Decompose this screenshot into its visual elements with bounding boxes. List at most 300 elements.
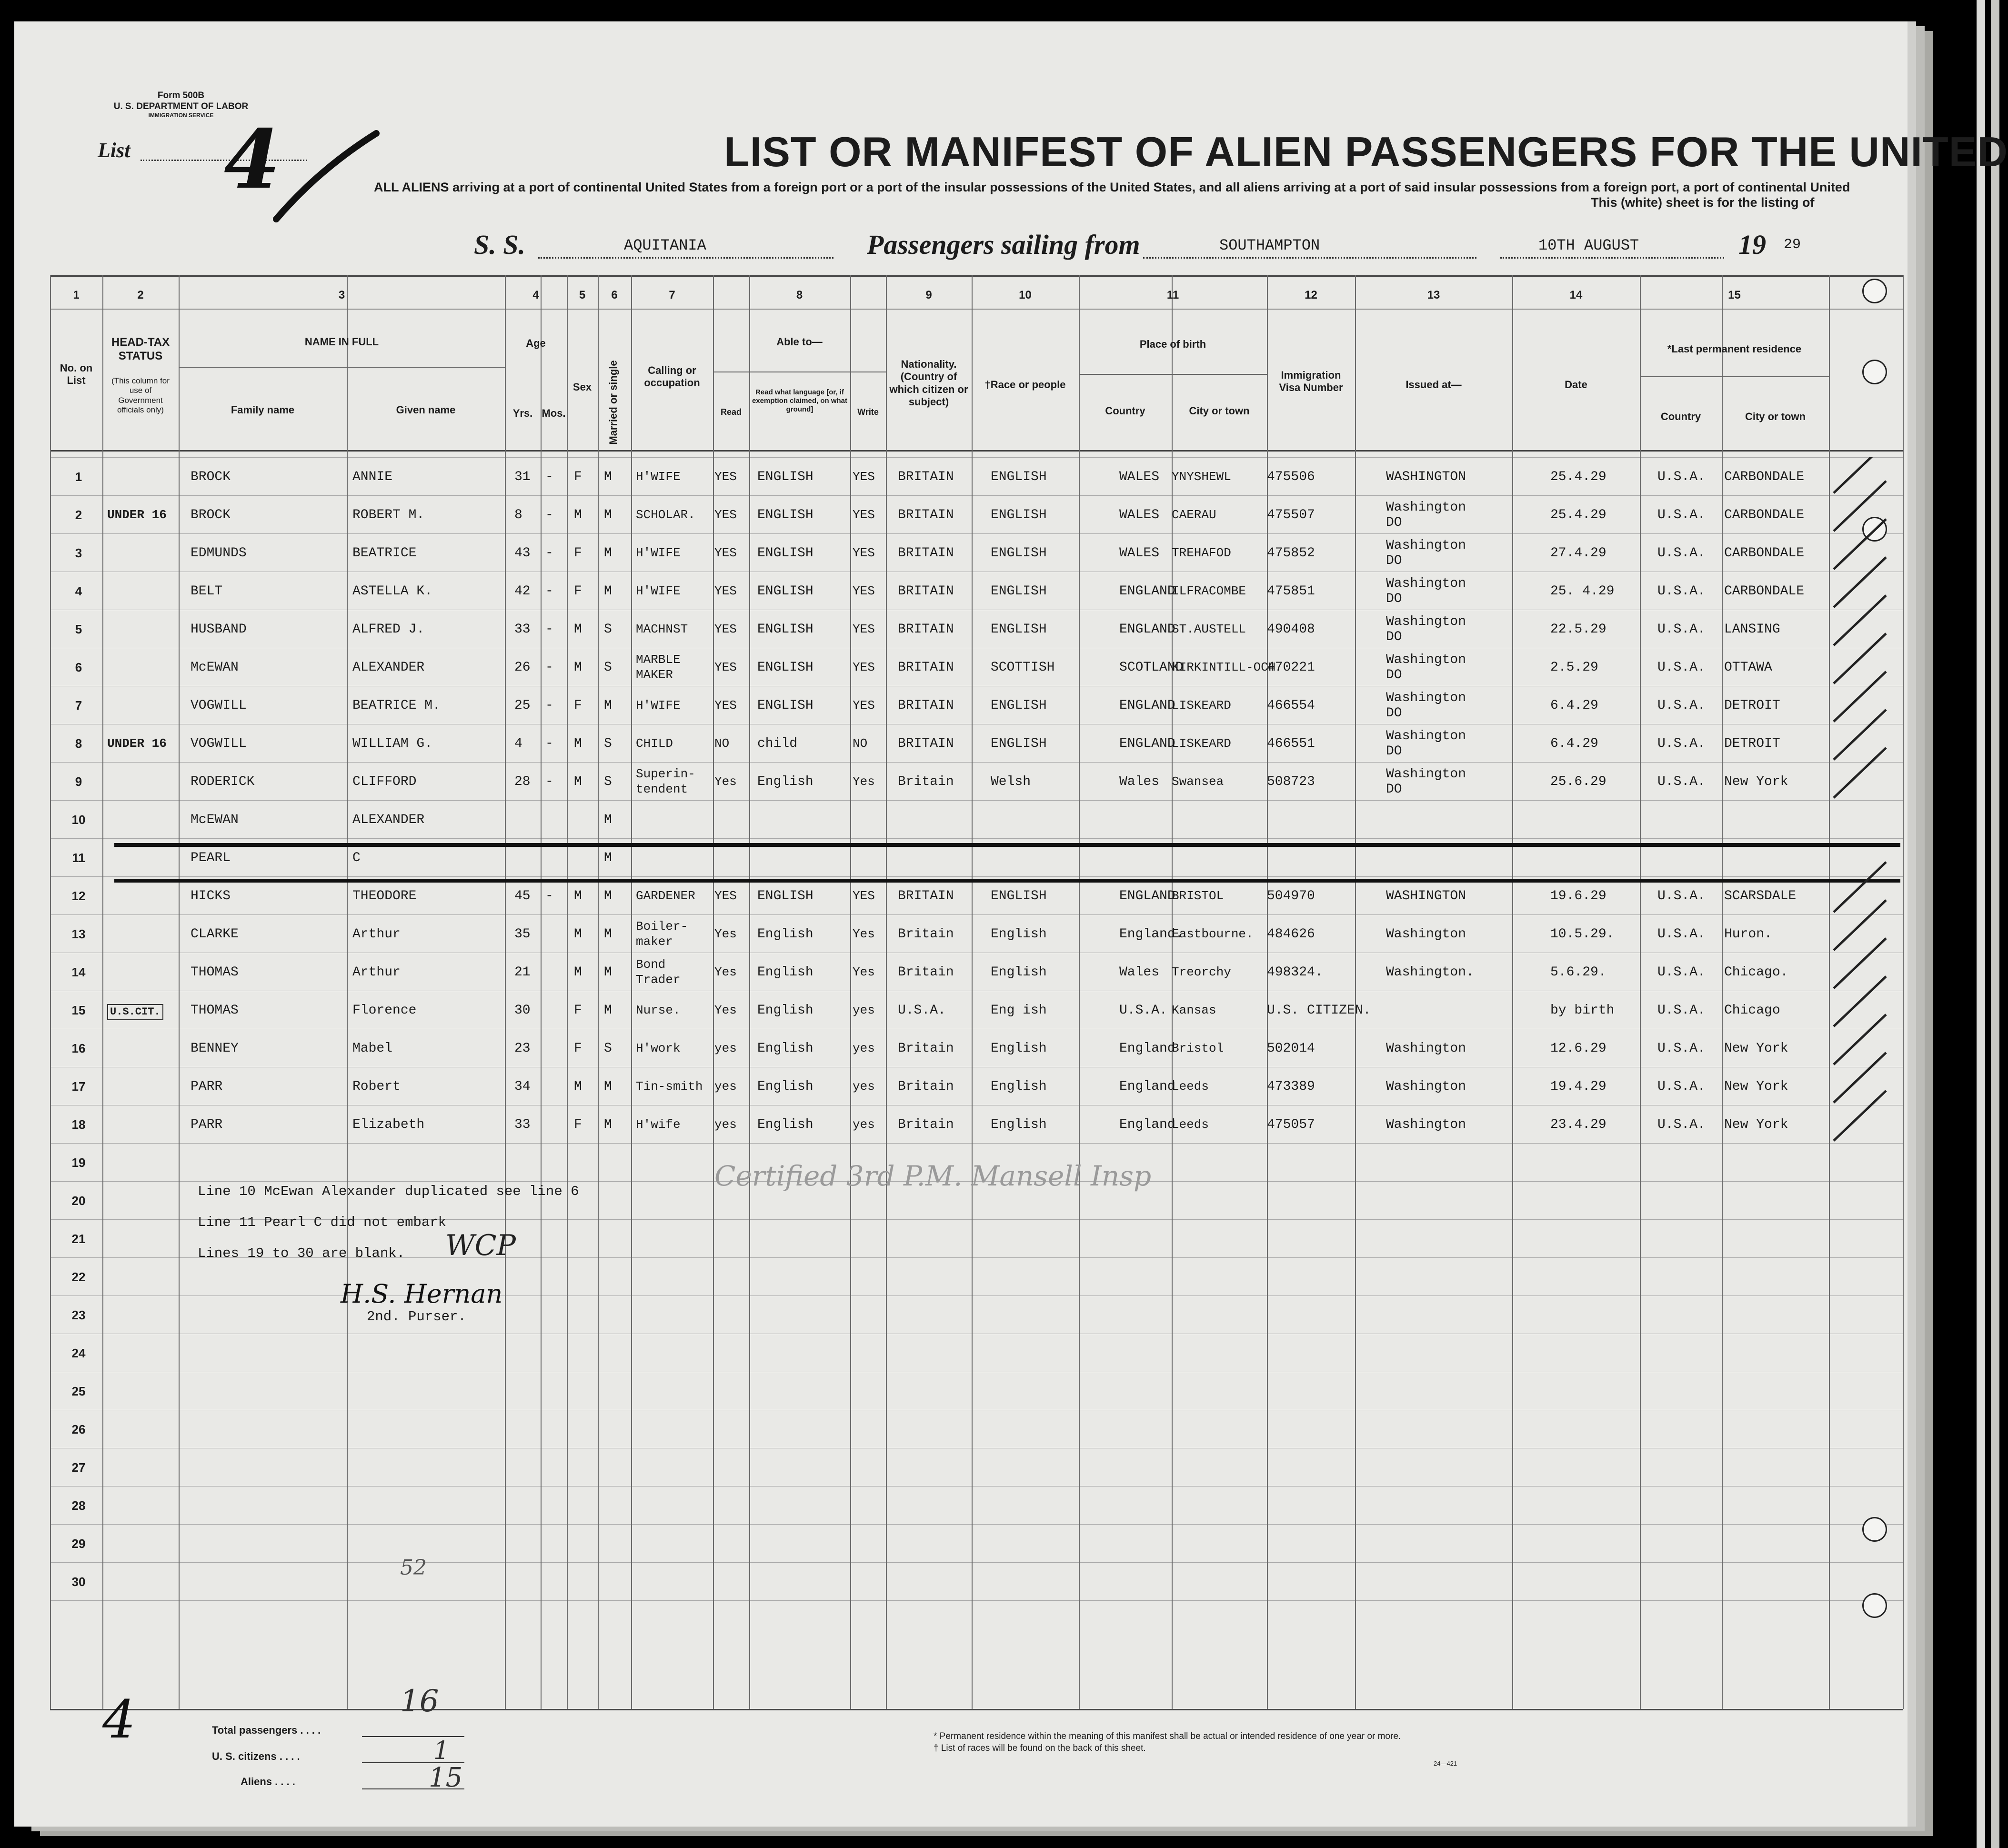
cell-issued: Washington xyxy=(1386,927,1466,942)
cell-nat: BRITAIN xyxy=(898,470,954,484)
header-able-to: Able to— xyxy=(776,336,823,348)
row-number: 6 xyxy=(75,660,82,674)
cell-write: Yes xyxy=(853,927,875,941)
tick-mark xyxy=(1834,481,1886,531)
header-read-language: Read what language [or, if exemption claimed, on what ground] xyxy=(752,388,848,413)
subtitle-line-2: This (white) sheet is for the listing of xyxy=(1591,195,1815,210)
cell-given: CLIFFORD xyxy=(352,774,417,789)
cell-sex: F xyxy=(574,470,582,484)
cell-nat: Britain xyxy=(898,927,954,942)
cell-country: U.S.A. xyxy=(1119,1003,1167,1018)
cell-given: Arthur xyxy=(352,927,401,942)
cell-write: NO xyxy=(853,736,868,751)
cell-write: Yes xyxy=(853,965,875,979)
cell-rcountry: U.S.A. xyxy=(1657,698,1706,713)
row-rule xyxy=(50,1562,1903,1563)
row-rule xyxy=(50,457,1903,458)
row-number: 24 xyxy=(71,1346,86,1360)
aliens-label: Aliens . . . . xyxy=(241,1776,295,1788)
cell-family: THOMAS xyxy=(191,1003,239,1018)
cell-visa: 475506 xyxy=(1267,470,1315,484)
col-number: 8 xyxy=(796,289,803,301)
cell-rcountry: U.S.A. xyxy=(1657,774,1706,789)
cell-sex: M xyxy=(574,889,582,904)
cell-read: YES xyxy=(714,889,737,903)
page-edge xyxy=(1991,0,1999,1848)
cell-date: 12.6.29 xyxy=(1550,1041,1606,1056)
cell-city: Leeds xyxy=(1172,1079,1209,1094)
header-family-name: Family name xyxy=(231,404,295,416)
cell-rcity: OTTAWA xyxy=(1724,660,1772,675)
col-rule xyxy=(179,275,180,1709)
cell-sex: F xyxy=(574,698,582,713)
cell-write: yes xyxy=(853,1003,875,1017)
cell-occ: Nurse. xyxy=(636,1003,681,1017)
cell-country: ENGLAND xyxy=(1119,889,1175,904)
cell-country: Wales xyxy=(1119,774,1160,789)
cell-ms: M xyxy=(604,546,612,561)
header-nationality: Nationality. (Country of which citizen or subject) xyxy=(889,358,968,408)
cell-sex: F xyxy=(574,1003,582,1018)
cell-sex: M xyxy=(574,1079,582,1094)
cell-given: ALEXANDER xyxy=(352,813,425,827)
cell-city: Treorchy xyxy=(1172,965,1231,979)
header-visa-number: Immigration Visa Number xyxy=(1279,369,1343,394)
cell-race: English xyxy=(991,1117,1047,1132)
cell-country: ENGLAND xyxy=(1119,736,1175,751)
col-rule xyxy=(598,275,599,1709)
row-rule xyxy=(50,838,1903,839)
tick-mark xyxy=(1834,710,1886,760)
header-res-country: Country xyxy=(1660,411,1701,422)
cell-given: ASTELLA K. xyxy=(352,584,433,599)
cell-date: 19.4.29 xyxy=(1550,1079,1606,1094)
cell-date: 23.4.29 xyxy=(1550,1117,1606,1132)
cell-yrs: 8 xyxy=(514,508,522,522)
row-number: 2 xyxy=(75,508,82,522)
cell-lang: English xyxy=(757,927,813,942)
cell-nat: Britain xyxy=(898,1079,954,1094)
cell-ms: M xyxy=(604,1079,612,1094)
cell-city: BRISTOL xyxy=(1172,889,1224,903)
cell-date: by birth xyxy=(1550,1003,1615,1018)
col-rule xyxy=(850,275,851,1709)
cell-issued: Washington xyxy=(1386,500,1466,515)
cell-occ: Bond xyxy=(636,957,666,972)
row-number: 20 xyxy=(71,1194,86,1208)
tick-mark xyxy=(1834,633,1886,683)
cell-read: Yes xyxy=(714,965,737,979)
cell-write: yes xyxy=(853,1041,875,1055)
cell-rcountry: U.S.A. xyxy=(1657,889,1706,904)
header-last-residence: *Last permanent residence xyxy=(1667,343,1802,355)
row-number: 28 xyxy=(71,1498,86,1513)
cell-rcountry: U.S.A. xyxy=(1657,508,1706,522)
tick-mark xyxy=(1834,900,1886,950)
row-number: 25 xyxy=(71,1384,86,1398)
cell-occ: SCHOLAR. xyxy=(636,508,695,522)
col-number: 13 xyxy=(1427,289,1440,301)
cell-issued-line2: DO xyxy=(1386,668,1402,683)
col-rule xyxy=(347,275,348,1709)
year-suffix: 29 xyxy=(1784,237,1801,253)
cell-visa: 475507 xyxy=(1267,508,1315,522)
cell-rcity: SCARSDALE xyxy=(1724,889,1797,904)
service-name: IMMIGRATION SERVICE xyxy=(148,112,214,119)
cell-city: Kansas xyxy=(1172,1003,1216,1017)
header-res-city: City or town xyxy=(1745,411,1806,422)
date-underline xyxy=(1500,257,1724,259)
col-rule xyxy=(1640,275,1641,1709)
cell-family: McEWAN xyxy=(191,660,239,675)
cell-ms: M xyxy=(604,470,612,484)
binder-hole xyxy=(1862,279,1887,303)
cell-yrs: 42 xyxy=(514,584,531,599)
col-rule xyxy=(567,275,568,1709)
cell-write: YES xyxy=(853,698,875,713)
cell-family: VOGWILL xyxy=(191,698,247,713)
row-number: 21 xyxy=(71,1232,86,1246)
cell-date: 6.4.29 xyxy=(1550,736,1598,751)
header-bottom-border xyxy=(50,450,1903,452)
row-rule xyxy=(50,1524,1903,1525)
cell-yrs: 31 xyxy=(514,470,531,484)
cell-read: YES xyxy=(714,470,737,484)
cell-visa: 466551 xyxy=(1267,736,1315,751)
col-rule xyxy=(505,275,506,1709)
cell-tax: UNDER 16 xyxy=(107,508,167,522)
citizens-value: 1 xyxy=(433,1737,450,1765)
cell-country: England xyxy=(1119,1117,1175,1132)
cell-rcity: LANSING xyxy=(1724,622,1780,637)
cell-sex: M xyxy=(574,774,582,789)
cell-given: ALEXANDER xyxy=(352,660,425,675)
cell-visa: 498324. xyxy=(1267,965,1323,980)
cell-city: KIRKINTILL-OCH xyxy=(1172,660,1276,674)
tick-mark xyxy=(1834,748,1886,798)
col-number: 12 xyxy=(1305,289,1317,301)
cell-rcountry: U.S.A. xyxy=(1657,927,1706,942)
header-write: Write xyxy=(857,407,879,417)
cell-family: BELT xyxy=(191,584,223,599)
cell-write: Yes xyxy=(853,774,875,789)
cell-date: 19.6.29 xyxy=(1550,889,1606,904)
cell-mos: - xyxy=(545,584,553,599)
cell-rcity: Huron. xyxy=(1724,927,1772,942)
cell-family: HUSBAND xyxy=(191,622,247,637)
cell-ms: M xyxy=(604,813,612,827)
cell-race: Welsh xyxy=(991,774,1031,789)
cell-issued-line2: DO xyxy=(1386,706,1402,721)
header-months: Mos. xyxy=(542,407,566,419)
row-number: 5 xyxy=(75,622,82,636)
cell-given: C xyxy=(352,851,361,865)
col-rule xyxy=(1172,275,1173,1709)
cell-issued: Washington xyxy=(1386,1117,1466,1132)
cell-occ: H'work xyxy=(636,1041,681,1055)
cell-family: CLARKE xyxy=(191,927,239,942)
row-rule xyxy=(50,914,1903,915)
cell-race: ENGLISH xyxy=(991,889,1047,904)
cell-visa: 504970 xyxy=(1267,889,1315,904)
cell-rcity: DETROIT xyxy=(1724,698,1780,713)
header-no-on-list: No. on List xyxy=(60,362,93,387)
cell-ms: M xyxy=(604,1117,612,1132)
cell-yrs: 45 xyxy=(514,889,531,904)
cell-read: YES xyxy=(714,698,737,713)
cell-city: TREHAFOD xyxy=(1172,546,1231,560)
row-number: 22 xyxy=(71,1270,86,1284)
col-rule xyxy=(886,275,887,1709)
cell-issued: Washington xyxy=(1386,691,1466,705)
header-head-tax: HEAD-TAX STATUS xyxy=(111,336,170,362)
cell-yrs: 26 xyxy=(514,660,531,675)
row-11-strike xyxy=(114,879,1900,883)
cell-yrs: 30 xyxy=(514,1003,531,1018)
cell-country: WALES xyxy=(1119,546,1160,561)
cell-write: yes xyxy=(853,1079,875,1094)
cell-issued-line2: DO xyxy=(1386,515,1402,530)
cell-mos: - xyxy=(545,736,553,751)
col-number: 14 xyxy=(1569,289,1583,301)
tick-mark xyxy=(1834,557,1886,607)
cell-lang: ENGLISH xyxy=(757,889,813,904)
cell-occ-line2: tendent xyxy=(636,782,688,796)
header-sex: Sex xyxy=(572,381,592,393)
cell-yrs: 34 xyxy=(514,1079,531,1094)
cell-rcountry: U.S.A. xyxy=(1657,1079,1706,1094)
cell-write: YES xyxy=(853,546,875,560)
cell-nat: Britain xyxy=(898,1041,954,1056)
cell-family: RODERICK xyxy=(191,774,255,789)
cell-rcity: New York xyxy=(1724,1041,1788,1056)
cell-city: Bristol xyxy=(1172,1041,1224,1055)
cell-mos: - xyxy=(545,660,553,675)
cell-date: 6.4.29 xyxy=(1550,698,1598,713)
cell-given: Arthur xyxy=(352,965,401,980)
cell-yrs: 21 xyxy=(514,965,531,980)
cell-nat: BRITAIN xyxy=(898,508,954,522)
col-rule xyxy=(1267,275,1268,1709)
cell-lang: ENGLISH xyxy=(757,470,813,484)
cell-rcountry: U.S.A. xyxy=(1657,1117,1706,1132)
cell-yrs: 25 xyxy=(514,698,531,713)
cell-visa: 473389 xyxy=(1267,1079,1315,1094)
cell-ms: M xyxy=(604,584,612,599)
row-number: 4 xyxy=(75,584,82,598)
name-subrule xyxy=(179,367,505,368)
col-rule xyxy=(749,275,750,1709)
footnote-races: † List of races will be found on the back of this sheet. xyxy=(934,1743,1146,1753)
ss-label: S. S. xyxy=(474,229,526,260)
cell-sex: M xyxy=(574,622,582,637)
cell-occ: H'wife xyxy=(636,1117,681,1132)
cell-occ-line2: MAKER xyxy=(636,668,673,682)
cell-family: McEWAN xyxy=(191,813,239,827)
cell-race: ENGLISH xyxy=(991,736,1047,751)
cell-mos: - xyxy=(545,698,553,713)
cell-yrs: 4 xyxy=(514,736,522,751)
cell-write: YES xyxy=(853,508,875,522)
cell-ms: M xyxy=(604,965,612,980)
cell-read: YES xyxy=(714,622,737,636)
cell-ms: M xyxy=(604,508,612,522)
cell-country: ENGLAND xyxy=(1119,698,1175,713)
department-name: U. S. DEPARTMENT OF LABOR xyxy=(113,101,249,111)
cell-city: YNYSHEWL xyxy=(1172,470,1231,484)
row-number: 10 xyxy=(71,813,86,827)
tick-mark xyxy=(1834,1053,1886,1103)
cell-lang: ENGLISH xyxy=(757,660,813,675)
cell-yrs: 33 xyxy=(514,622,531,637)
cell-occ: MACHNST xyxy=(636,622,688,636)
cell-tax: U.S.CIT. xyxy=(107,1004,163,1020)
cell-date: 27.4.29 xyxy=(1550,546,1606,561)
cell-issued: WASHINGTON xyxy=(1386,889,1466,904)
tick-mark xyxy=(1834,519,1886,569)
cell-country: SCOTLAND xyxy=(1119,660,1184,675)
col-rule xyxy=(972,275,973,1709)
col-rule xyxy=(1903,275,1904,1709)
cell-rcountry: U.S.A. xyxy=(1657,584,1706,599)
cell-write: YES xyxy=(853,889,875,903)
cell-given: THEODORE xyxy=(352,889,417,904)
cell-city: ST.AUSTELL xyxy=(1172,622,1246,636)
cell-read: yes xyxy=(714,1079,737,1094)
cell-read: YES xyxy=(714,546,737,560)
cell-nat: BRITAIN xyxy=(898,660,954,675)
cell-race: English xyxy=(991,927,1047,942)
form-code: 24—421 xyxy=(1434,1760,1457,1767)
inspector-remark: Certified 3rd P.M. Mansell Insp xyxy=(714,1160,1152,1192)
cell-given: WILLIAM G. xyxy=(352,736,433,751)
cell-lang: English xyxy=(757,1003,813,1018)
col-number: 2 xyxy=(137,289,144,301)
header-age: Age xyxy=(526,337,546,349)
cell-country: England xyxy=(1119,1079,1175,1094)
row-10-strike xyxy=(114,843,1900,847)
page-stamp: 52 xyxy=(400,1556,427,1580)
cell-ms: S xyxy=(604,1041,612,1056)
cell-visa: 466554 xyxy=(1267,698,1315,713)
row-rule xyxy=(50,1143,1903,1144)
departure-port: SOUTHAMPTON xyxy=(1219,237,1320,254)
ship-name: AQUITANIA xyxy=(624,237,706,254)
cell-rcity: CARBONDALE xyxy=(1724,470,1805,484)
cell-given: Florence xyxy=(352,1003,417,1018)
cell-race: ENGLISH xyxy=(991,470,1047,484)
cell-read: Yes xyxy=(714,774,737,789)
header-birth-country: Country xyxy=(1105,405,1145,417)
row-rule xyxy=(50,533,1903,534)
col-number: 6 xyxy=(611,289,618,301)
col-number: 4 xyxy=(532,289,539,301)
cell-given: ALFRED J. xyxy=(352,622,425,637)
cell-date: 22.5.29 xyxy=(1550,622,1606,637)
cell-issued-line2: DO xyxy=(1386,553,1402,568)
row-number: 27 xyxy=(71,1460,86,1475)
cell-sex: M xyxy=(574,508,582,522)
col-number: 7 xyxy=(669,289,675,301)
cell-yrs: 35 xyxy=(514,927,531,942)
cell-given: ROBERT M. xyxy=(352,508,425,522)
cell-issued: Washington xyxy=(1386,1079,1466,1094)
birth-subrule xyxy=(1079,374,1267,375)
col-number: 1 xyxy=(73,289,80,301)
tick-mark xyxy=(1834,672,1886,722)
cell-issued: Washington xyxy=(1386,614,1466,629)
cell-race: SCOTTISH xyxy=(991,660,1055,675)
list-label: List xyxy=(98,139,131,162)
cell-lang: ENGLISH xyxy=(757,622,813,637)
cell-lang: English xyxy=(757,774,813,789)
cell-family: VOGWILL xyxy=(191,736,247,751)
binder-hole xyxy=(1862,1517,1887,1542)
cell-nat: U.S.A. xyxy=(898,1003,946,1018)
cell-city: ILFRACOMBE xyxy=(1172,584,1246,598)
cell-visa: 475057 xyxy=(1267,1117,1315,1132)
cell-given: Robert xyxy=(352,1079,401,1094)
cell-family: PEARL xyxy=(191,851,231,865)
cell-ms: S xyxy=(604,736,612,751)
row-number: 19 xyxy=(71,1155,86,1170)
cell-issued: WASHINGTON xyxy=(1386,470,1466,484)
cell-occ: CHILD xyxy=(636,736,673,751)
col-rule xyxy=(102,275,103,1709)
tick-mark xyxy=(1834,976,1886,1026)
cell-ms: S xyxy=(604,660,612,675)
row-number: 3 xyxy=(75,546,82,560)
cell-date: 10.5.29. xyxy=(1550,927,1615,942)
row-number: 18 xyxy=(71,1117,86,1132)
col-rule xyxy=(1355,275,1356,1709)
cell-family: THOMAS xyxy=(191,965,239,980)
residence-subrule xyxy=(1640,376,1829,377)
citizens-label: U. S. citizens . . . . xyxy=(212,1750,300,1762)
cell-occ: MARBLE xyxy=(636,653,681,667)
cell-occ: GARDENER xyxy=(636,889,695,903)
note-line-11: Line 11 Pearl C did not embark xyxy=(198,1215,447,1230)
tick-mark xyxy=(1834,1091,1886,1141)
cell-rcity: CARBONDALE xyxy=(1724,584,1805,599)
col-number: 11 xyxy=(1166,289,1179,301)
cell-family: PARR xyxy=(191,1079,223,1094)
manifest-title: LIST OR MANIFEST OF ALIEN PASSENGERS FOR THE UNITED xyxy=(724,128,2008,175)
cell-occ-line2: maker xyxy=(636,934,673,949)
cell-country: WALES xyxy=(1119,508,1160,522)
cell-race: Eng ish xyxy=(991,1003,1047,1018)
col-rule xyxy=(50,275,51,1709)
cell-sex: F xyxy=(574,1041,582,1056)
cell-read: YES xyxy=(714,660,737,674)
cell-visa: 470221 xyxy=(1267,660,1315,675)
cell-given: BEATRICE xyxy=(352,546,417,561)
cell-race: ENGLISH xyxy=(991,584,1047,599)
row-number: 9 xyxy=(75,774,82,789)
handwritten-slash xyxy=(267,129,381,224)
cell-rcity: DETROIT xyxy=(1724,736,1780,751)
row-rule xyxy=(50,762,1903,763)
departure-date: 10TH AUGUST xyxy=(1538,237,1639,254)
cell-read: yes xyxy=(714,1041,737,1055)
cell-visa: 508723 xyxy=(1267,774,1315,789)
cell-race: ENGLISH xyxy=(991,546,1047,561)
tick-mark xyxy=(1834,938,1886,988)
cell-yrs: 43 xyxy=(514,546,531,561)
cell-read: Yes xyxy=(714,1003,737,1017)
cell-rcity: Chicago xyxy=(1724,1003,1780,1018)
cell-rcountry: U.S.A. xyxy=(1657,622,1706,637)
